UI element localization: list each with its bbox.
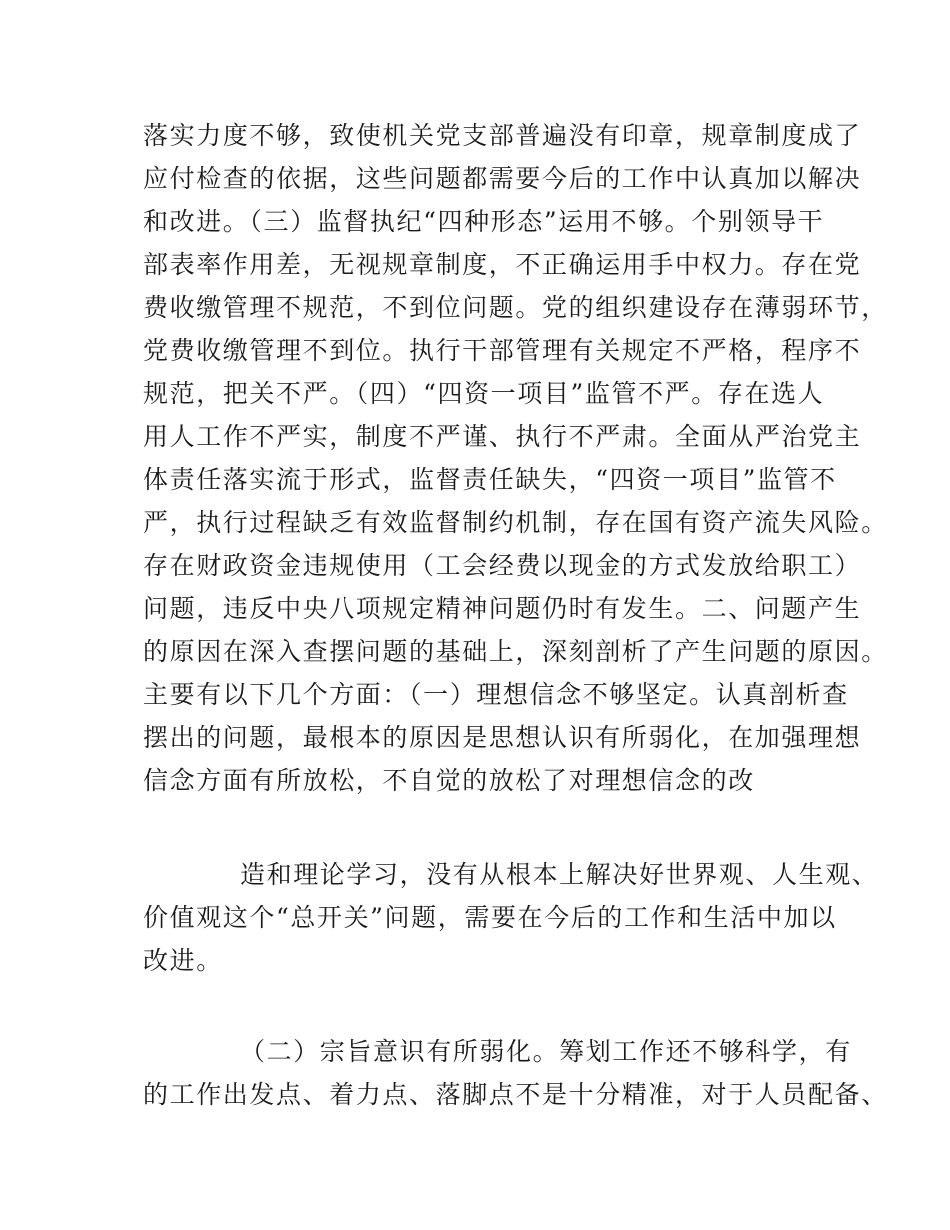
text-line: 信念方面有所放松，不自觉的放松了对理想信念的改 — [143, 766, 755, 795]
text-line: 和改进。（三）监督执纪“四种形态”运用不够。个别领导干 — [143, 207, 825, 236]
text-line: （二）宗旨意识有所弱化。筹划工作还不够科学，有 — [240, 1037, 852, 1066]
text-line: 的工作出发点、着力点、落脚点不是十分精准，对于人员配备、 — [143, 1080, 888, 1109]
text-line: 体责任落实流于形式，监督责任缺失，“四资一项目”监管不 — [143, 465, 837, 494]
text-line: 改进。 — [143, 946, 223, 975]
text-line: 落实力度不够，致使机关党支部普遍没有印章，规章制度成了 — [143, 121, 862, 150]
text-line: 存在财政资金违规使用（工会经费以现金的方式发放给职工） — [143, 551, 862, 580]
text-line: 价值观这个“总开关”问题，需要在今后的工作和生活中加以 — [143, 903, 837, 932]
text-line: 部表率作用差，无视规章制度，不正确运用手中权力。存在党 — [143, 250, 862, 279]
text-line: 的原因在深入查摆问题的基础上，深刻剖析了产生问题的原因。 — [143, 637, 888, 666]
text-line: 摆出的问题，最根本的原因是思想认识有所弱化，在加强理想 — [143, 723, 862, 752]
text-line: 严，执行过程缺乏有效监督制约机制，存在国有资产流失风险。 — [143, 508, 888, 537]
text-line: 费收缴管理不规范，不到位问题。党的组织建设存在薄弱环节， — [143, 293, 888, 322]
text-line: 用人工作不严实，制度不严谨、执行不严肃。全面从严治党主 — [143, 422, 862, 451]
text-line: 主要有以下几个方面：（一）理想信念不够坚定。认真剖析查 — [143, 680, 849, 709]
text-line: 造和理论学习，没有从根本上解决好世界观、人生观、 — [240, 860, 879, 889]
text-line: 党费收缴管理不到位。执行干部管理有关规定不严格，程序不 — [143, 336, 862, 365]
text-line: 应付检查的依据，这些问题都需要今后的工作中认真加以解决 — [143, 164, 862, 193]
text-line: 规范，把关不严。（四）“四资一项目”监管不严。存在选人 — [143, 379, 825, 408]
text-line: 问题，违反中央八项规定精神问题仍时有发生。二、问题产生 — [143, 594, 862, 623]
